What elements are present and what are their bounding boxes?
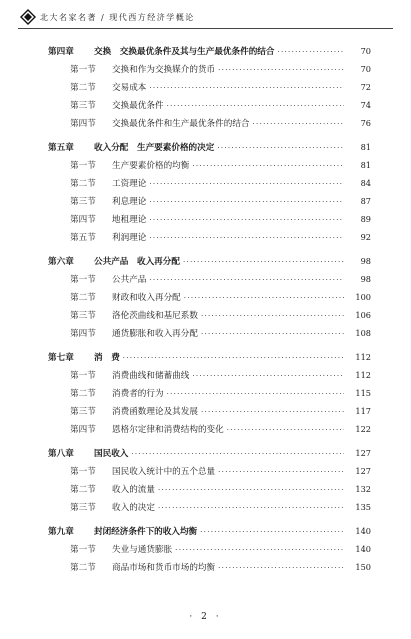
section-number: 第三节 <box>70 311 96 321</box>
leader-dots <box>200 528 344 536</box>
section-page-number: 89 <box>360 214 371 224</box>
section-number: 第二节 <box>70 485 96 495</box>
section-number: 第二节 <box>70 389 96 399</box>
chapter-page-number: 127 <box>355 448 371 458</box>
toc-section-row[interactable] <box>0 288 411 306</box>
section-number: 第一节 <box>70 371 96 381</box>
toc-section-row[interactable] <box>0 480 411 498</box>
toc-section-row[interactable] <box>0 210 411 228</box>
section-title: 公共产品 <box>112 275 147 285</box>
leader-dots <box>184 294 344 302</box>
page-number: · 2 · <box>189 612 222 622</box>
leader-dots <box>123 354 344 362</box>
toc-chapter-row[interactable] <box>0 252 411 270</box>
section-title: 工资理论 <box>112 179 147 189</box>
leader-dots <box>201 312 344 320</box>
section-number: 第三节 <box>70 101 96 111</box>
section-page-number: 117 <box>355 406 371 416</box>
section-title: 收入的流量 <box>112 485 155 495</box>
section-number: 第三节 <box>70 197 96 207</box>
toc-chapter-row[interactable] <box>0 42 411 60</box>
leader-dots <box>218 468 344 476</box>
toc-chapter-row[interactable] <box>0 138 411 156</box>
section-title: 交换和作为交换媒介的货币 <box>112 65 216 75</box>
toc-section-row[interactable] <box>0 498 411 516</box>
section-number: 第三节 <box>70 503 96 513</box>
toc-section-row[interactable] <box>0 462 411 480</box>
section-page-number: 106 <box>355 310 371 320</box>
section-title: 商品市场和货币市场的均衡 <box>112 563 216 573</box>
section-number: 第一节 <box>70 161 96 171</box>
section-title: 消费函数理论及其发展 <box>112 407 198 417</box>
section-page-number: 108 <box>355 328 371 338</box>
leader-dots <box>149 234 344 242</box>
section-number: 第二节 <box>70 83 96 93</box>
leader-dots <box>167 102 344 110</box>
section-title: 通货膨胀和收入再分配 <box>112 329 198 339</box>
section-page-number: 135 <box>355 502 371 512</box>
section-number: 第四节 <box>70 425 96 435</box>
leader-dots <box>131 450 344 458</box>
table-of-contents <box>0 36 411 576</box>
leader-dots <box>201 330 344 338</box>
section-number: 第四节 <box>70 119 96 129</box>
toc-chapter-row[interactable] <box>0 522 411 540</box>
chapter-number: 第六章 <box>48 257 74 267</box>
leader-dots <box>218 66 344 74</box>
chapter-page-number: 81 <box>360 142 371 152</box>
section-page-number: 72 <box>360 82 371 92</box>
leader-dots <box>167 390 344 398</box>
section-page-number: 98 <box>360 274 371 284</box>
chapter-page-number: 112 <box>355 352 371 362</box>
leader-dots <box>158 504 344 512</box>
section-page-number: 112 <box>355 370 371 380</box>
toc-section-row[interactable] <box>0 228 411 246</box>
section-page-number: 92 <box>360 232 371 242</box>
toc-section-row[interactable] <box>0 306 411 324</box>
section-title: 交换最优条件 <box>112 101 164 111</box>
leader-dots <box>218 564 344 572</box>
section-page-number: 150 <box>355 562 371 572</box>
chapter-title: 收入分配 生产要素价格的决定 <box>94 143 215 153</box>
toc-section-row[interactable] <box>0 420 411 438</box>
toc-section-row[interactable] <box>0 558 411 576</box>
toc-section-row[interactable] <box>0 96 411 114</box>
toc-section-row[interactable] <box>0 78 411 96</box>
section-number: 第三节 <box>70 407 96 417</box>
section-title: 恩格尔定律和消费结构的变化 <box>112 425 224 435</box>
leader-dots <box>277 48 344 56</box>
section-number: 第二节 <box>70 179 96 189</box>
section-title: 失业与通货膨胀 <box>112 545 173 555</box>
leader-dots <box>192 162 344 170</box>
header-title: 北大名家名著 / 现代西方经济学概论 <box>40 12 195 22</box>
section-number: 第五节 <box>70 233 96 243</box>
page-header <box>20 6 391 28</box>
section-title: 财政和收入再分配 <box>112 293 181 303</box>
leader-dots <box>175 546 344 554</box>
leader-dots <box>149 216 344 224</box>
section-page-number: 115 <box>355 388 371 398</box>
toc-chapter-row[interactable] <box>0 348 411 366</box>
section-page-number: 132 <box>355 484 371 494</box>
leader-dots <box>158 486 344 494</box>
chapter-title: 交换 交换最优条件及其与生产最优条件的结合 <box>94 47 275 57</box>
section-title: 生产要素价格的均衡 <box>112 161 190 171</box>
toc-section-row[interactable] <box>0 174 411 192</box>
section-page-number: 127 <box>355 466 371 476</box>
section-number: 第一节 <box>70 545 96 555</box>
publisher-logo-icon <box>20 9 36 25</box>
section-page-number: 100 <box>355 292 371 302</box>
leader-dots <box>253 120 344 128</box>
chapter-title: 封闭经济条件下的收入均衡 <box>94 527 198 537</box>
section-number: 第一节 <box>70 275 96 285</box>
section-title: 消费曲线和储蓄曲线 <box>112 371 190 381</box>
leader-dots <box>201 408 344 416</box>
chapter-page-number: 140 <box>355 526 371 536</box>
toc-section-row[interactable] <box>0 366 411 384</box>
header-rule <box>18 28 393 29</box>
chapter-title: 消 费 <box>94 353 120 363</box>
chapter-page-number: 70 <box>360 46 371 56</box>
section-page-number: 140 <box>355 544 371 554</box>
leader-dots <box>227 426 344 434</box>
section-page-number: 87 <box>360 196 371 206</box>
leader-dots <box>149 276 344 284</box>
toc-section-row[interactable] <box>0 114 411 132</box>
section-title: 交换最优条件和生产最优条件的结合 <box>112 119 250 129</box>
leader-dots <box>149 180 344 188</box>
section-title: 洛伦茨曲线和基尼系数 <box>112 311 198 321</box>
toc-section-row[interactable] <box>0 402 411 420</box>
section-title: 消费者的行为 <box>112 389 164 399</box>
section-page-number: 76 <box>360 118 371 128</box>
chapter-number: 第四章 <box>48 47 74 57</box>
section-page-number: 70 <box>360 64 371 74</box>
chapter-number: 第五章 <box>48 143 74 153</box>
toc-section-row[interactable] <box>0 270 411 288</box>
chapter-number: 第八章 <box>48 449 74 459</box>
toc-section-row[interactable] <box>0 192 411 210</box>
section-number: 第四节 <box>70 329 96 339</box>
section-number: 第一节 <box>70 65 96 75</box>
chapter-number: 第九章 <box>48 527 74 537</box>
leader-dots <box>149 198 344 206</box>
chapter-number: 第七章 <box>48 353 74 363</box>
section-page-number: 81 <box>360 160 371 170</box>
toc-section-row[interactable] <box>0 384 411 402</box>
section-number: 第四节 <box>70 215 96 225</box>
section-page-number: 84 <box>360 178 371 188</box>
section-title: 收入的决定 <box>112 503 155 513</box>
section-number: 第二节 <box>70 293 96 303</box>
section-title: 交易成本 <box>112 83 147 93</box>
chapter-page-number: 98 <box>360 256 371 266</box>
leader-dots <box>183 258 344 266</box>
toc-section-row[interactable] <box>0 324 411 342</box>
toc-chapter-row[interactable] <box>0 444 411 462</box>
section-page-number: 74 <box>360 100 371 110</box>
leader-dots <box>192 372 344 380</box>
section-number: 第一节 <box>70 467 96 477</box>
toc-section-row[interactable] <box>0 540 411 558</box>
toc-section-row[interactable] <box>0 60 411 78</box>
leader-dots <box>149 84 344 92</box>
section-page-number: 122 <box>355 424 371 434</box>
section-title: 利润理论 <box>112 233 147 243</box>
chapter-title: 公共产品 收入再分配 <box>94 257 180 267</box>
section-title: 国民收入统计中的五个总量 <box>112 467 216 477</box>
leader-dots <box>217 144 344 152</box>
chapter-title: 国民收入 <box>94 449 129 459</box>
section-title: 地租理论 <box>112 215 147 225</box>
section-title: 利息理论 <box>112 197 147 207</box>
section-number: 第二节 <box>70 563 96 573</box>
toc-section-row[interactable] <box>0 156 411 174</box>
